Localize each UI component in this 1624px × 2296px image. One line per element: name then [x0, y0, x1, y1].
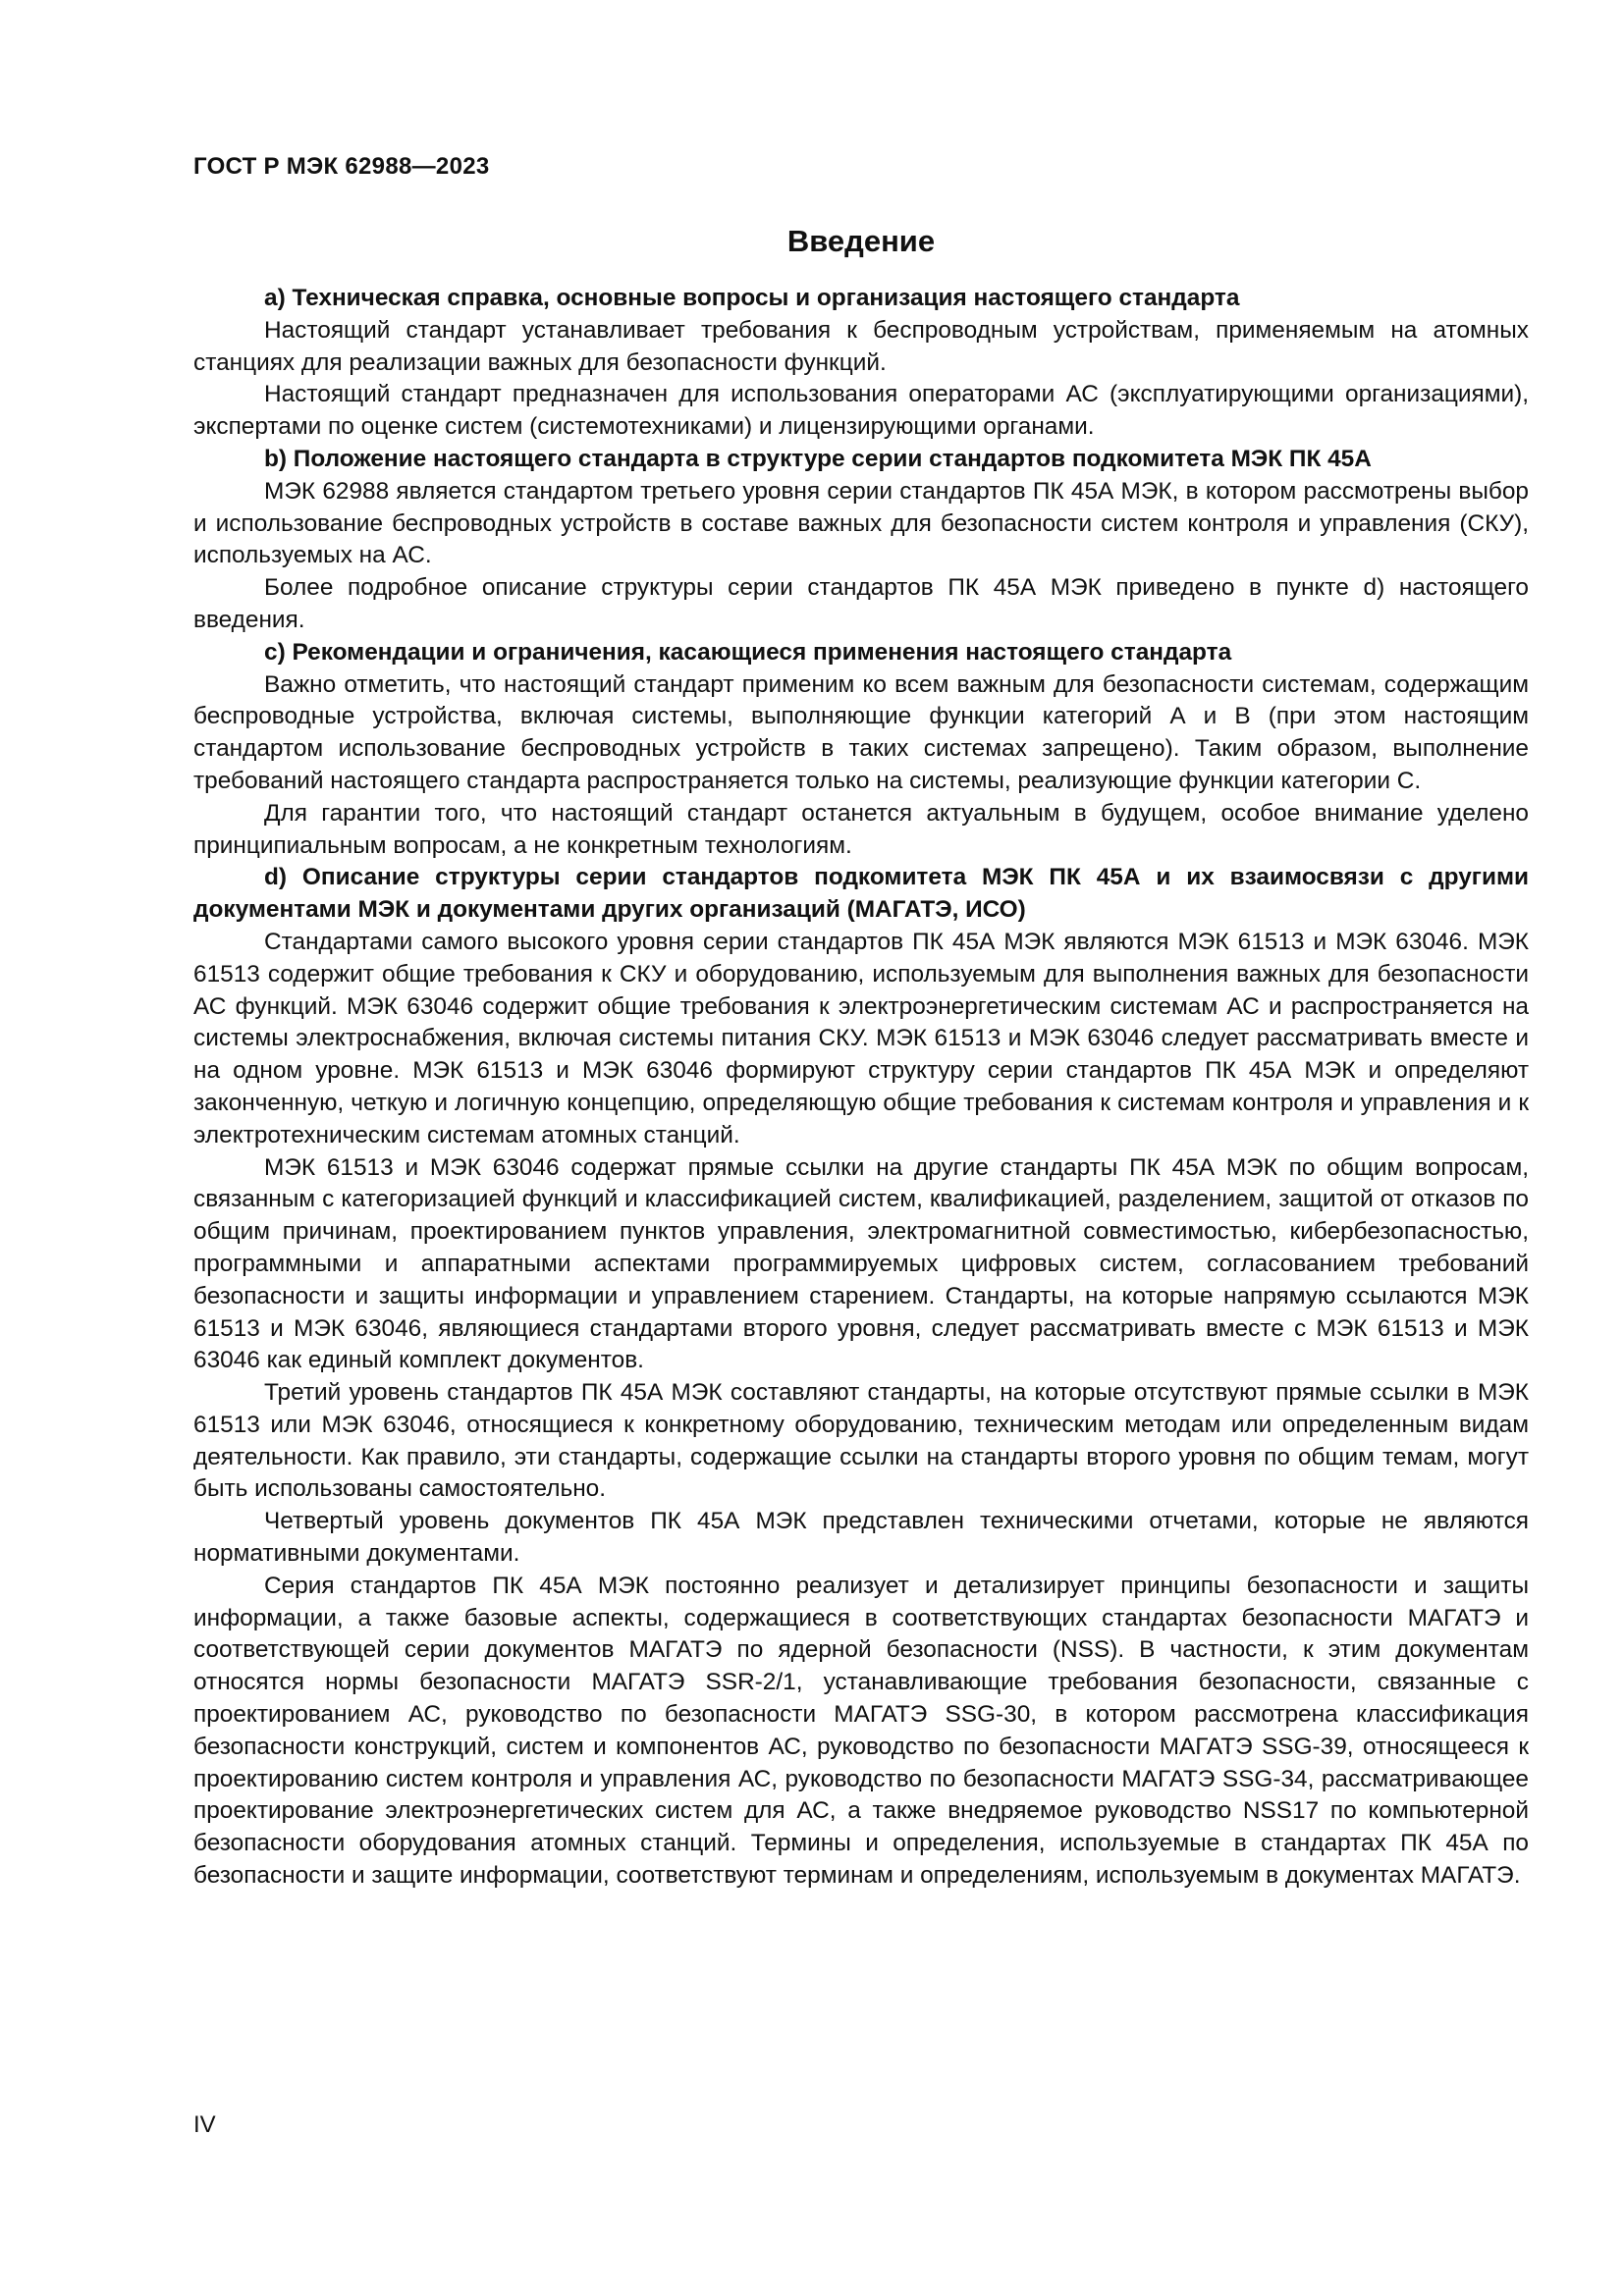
page-number: IV: [193, 2111, 216, 2138]
section-heading-c: c) Рекомендации и ограничения, касающиеся применения настоящего стандарта: [264, 638, 1232, 666]
page-title: Введение: [786, 224, 936, 258]
paragraph: Настоящий стандарт устанавливает требования к беспроводным устройствам, применяемым на атомных станциях для реализации важных для безопасности функций.: [193, 316, 1529, 376]
paragraph: Третий уровень стандартов ПК 45А МЭК составляют стандарты, на которые отсутствуют прямые ссылки в МЭК 61513 или МЭК 63046, относящиеся к конкретному оборудованию, техническим методам или определенным видам деятельности. Как правило, эти стандарты, содержащие ссылки на стандарты второго уровня по общим темам, могут быть использованы самостоятельно.: [193, 1379, 1529, 1503]
document-id: ГОСТ Р МЭК 62988—2023: [193, 153, 490, 180]
paragraph: Важно отметить, что настоящий стандарт применим ко всем важным для безопасности системам, содержащим беспроводные устройства, включая системы, выполняющие функции категорий А и В (при этом настоящим стандартом использование беспроводных устройств в таких системах запрещено). Таким образом, выполнение требований настоящего стандарта распространяется только на системы, реализующие функции категории С.: [193, 670, 1529, 794]
section-heading-d: d) Описание структуры серии стандартов подкомитета МЭК ПК 45А и их взаимосвязи с другими документами МЭК и документами других организаций (МАГАТЭ, ИСО): [193, 864, 1529, 924]
paragraph: МЭК 61513 и МЭК 63046 содержат прямые ссылки на другие стандарты ПК 45А МЭК по общим вопросам, связанным с категоризацией функций и классификацией систем, квалификацией, разделением, защитой от отказов по общим причинам, проектированием пунктов управления, электромагнитной совместимостью, кибербезопасностью, программными и аппаратными аспектами программируемых цифровых систем, согласованием требований безопасности и защиты информации и управлением старением. Стандарты, на которые напрямую ссылаются МЭК 61513 и МЭК 63046, являющиеся стандартами второго уровня, следует рассматривать вместе с МЭК 61513 и МЭК 63046 как единый комплект документов.: [193, 1153, 1529, 1374]
paragraph: Для гарантии того, что настоящий стандарт останется актуальным в будущем, особое внимание уделено принципиальным вопросам, а не конкретным технологиям.: [193, 799, 1529, 859]
paragraph: Более подробное описание структуры серии стандартов ПК 45А МЭК приведено в пункте d) настоящего введения.: [193, 574, 1529, 633]
paragraph: Четвертый уровень документов ПК 45А МЭК представлен техническими отчетами, которые не являются нормативными документами.: [193, 1508, 1529, 1568]
paragraph: МЭК 62988 является стандартом третьего уровня серии стандартов ПК 45А МЭК, в котором рассмотрены выбор и использование беспроводных устройств в составе важных для безопасности систем контроля и управления (СКУ), используемых на АС.: [193, 477, 1529, 569]
section-heading-b: b) Положение настоящего стандарта в структуре серии стандартов подкомитета МЭК ПК 45А: [264, 445, 1372, 472]
section-heading-a: a) Техническая справка, основные вопросы и организация настоящего стандарта: [264, 285, 1240, 311]
paragraph: Серия стандартов ПК 45А МЭК постоянно реализует и детализирует принципы безопасности и защиты информации, а также базовые аспекты, содержащиеся в соответствующих стандартах безопасности МАГАТЭ и соответствующей серии документов МАГАТЭ по ядерной безопасности (NSS). В частности, к этим документам относятся нормы безопасности МАГАТЭ SSR-2/1, устанавливающие требования безопасности, связанные с проектированием АС, руководство по безопасности МАГАТЭ SSG-30, в котором рассмотрена классификация безопасности конструкций, систем и компонентов АС, руководство по безопасности МАГАТЭ SSG-39, относящееся к проектированию систем контроля и управления АС, руководство по безопасности МАГАТЭ SSG-34, рассматривающее проектирование электроэнергетических систем для АС, а также внедряемое руководство NSS17 по компьютерной безопасности оборудования атомных станций. Термины и определения, используемые в стандартах ПК 45А по безопасности и защите информации, соответствуют терминам и определениям, используемым в документах МАГАТЭ.: [193, 1572, 1529, 1890]
paragraph: Настоящий стандарт предназначен для использования операторами АС (эксплуатирующими организациями), экспертами по оценке систем (системотехниками) и лицензирующими органами.: [193, 381, 1529, 441]
paragraph: Стандартами самого высокого уровня серии стандартов ПК 45А МЭК являются МЭК 61513 и МЭК 63046. МЭК 61513 содержит общие требования к СКУ и оборудованию, используемым для выполнения важных для безопасности АС функций. МЭК 63046 содержит общие требования к электроэнергетическим системам АС и распространяется на системы электроснабжения, включая системы питания СКУ. МЭК 61513 и МЭК 63046 следует рассматривать вместе и на одном уровне. МЭК 61513 и МЭК 63046 формируют структуру серии стандартов ПК 45А МЭК и определяют законченную, четкую и логичную концепцию, определяющую общие требования к системам контроля и управления и к электротехническим системам атомных станций.: [193, 928, 1529, 1148]
document-body: [193, 283, 1529, 1893]
